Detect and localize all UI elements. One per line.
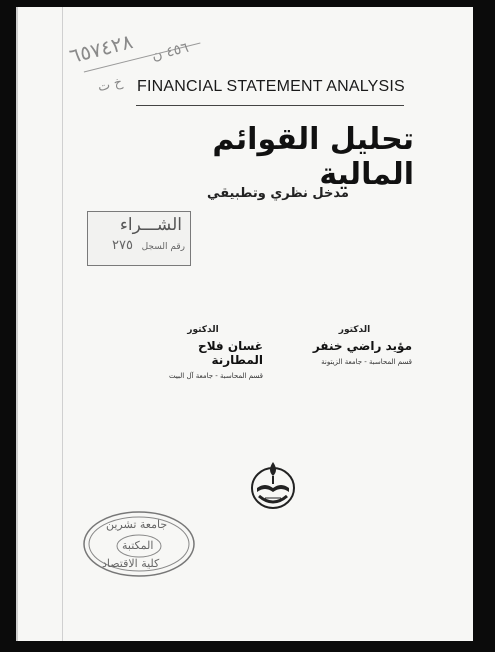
- author-name: غسان فلاح المطارنة: [198, 339, 263, 367]
- author-department: قسم المحاسبة - جامعة الزيتونة: [321, 358, 412, 366]
- page-fold-line: [62, 7, 63, 641]
- arabic-title: تحليل القوائم المالية: [212, 122, 414, 192]
- library-stamp-line-3: كلية الاقتصاد: [102, 557, 160, 570]
- handwritten-number: ٦٥٧٤٢٨: [66, 29, 136, 69]
- library-stamp-line-2: المكتبة: [122, 539, 154, 552]
- author-2: [143, 325, 263, 380]
- handwritten-annotation: [64, 1, 219, 112]
- title-divider: [136, 105, 404, 106]
- purchase-stamp-registry-number: ٢٧٥: [112, 238, 133, 253]
- author-name: مؤيد راضي خنفر: [312, 339, 412, 353]
- arabic-subtitle: مدخل نظري وتطبيقي: [207, 186, 349, 201]
- library-stamp: [82, 510, 196, 578]
- publisher-emblem-icon: [249, 458, 297, 510]
- handwritten-note-1: ٤٥٦ ن: [150, 39, 191, 65]
- handwritten-note-2: خ ت: [96, 74, 125, 96]
- author-department: قسم المحاسبة - جامعة آل البيت: [169, 372, 263, 380]
- library-stamp-line-1: جامعة تشرين: [106, 518, 168, 531]
- english-title: FINANCIAL STATEMENT ANALYSIS: [137, 78, 405, 95]
- purchase-stamp-registry-label: رقم السجل: [141, 242, 185, 252]
- author-title: الدكتور: [187, 325, 219, 335]
- author-title: الدكتور: [338, 325, 371, 335]
- book-cover-page: [16, 7, 473, 641]
- author-1: [297, 325, 412, 366]
- purchase-stamp: [87, 211, 191, 266]
- purchase-stamp-title: الشـــراء: [119, 215, 182, 235]
